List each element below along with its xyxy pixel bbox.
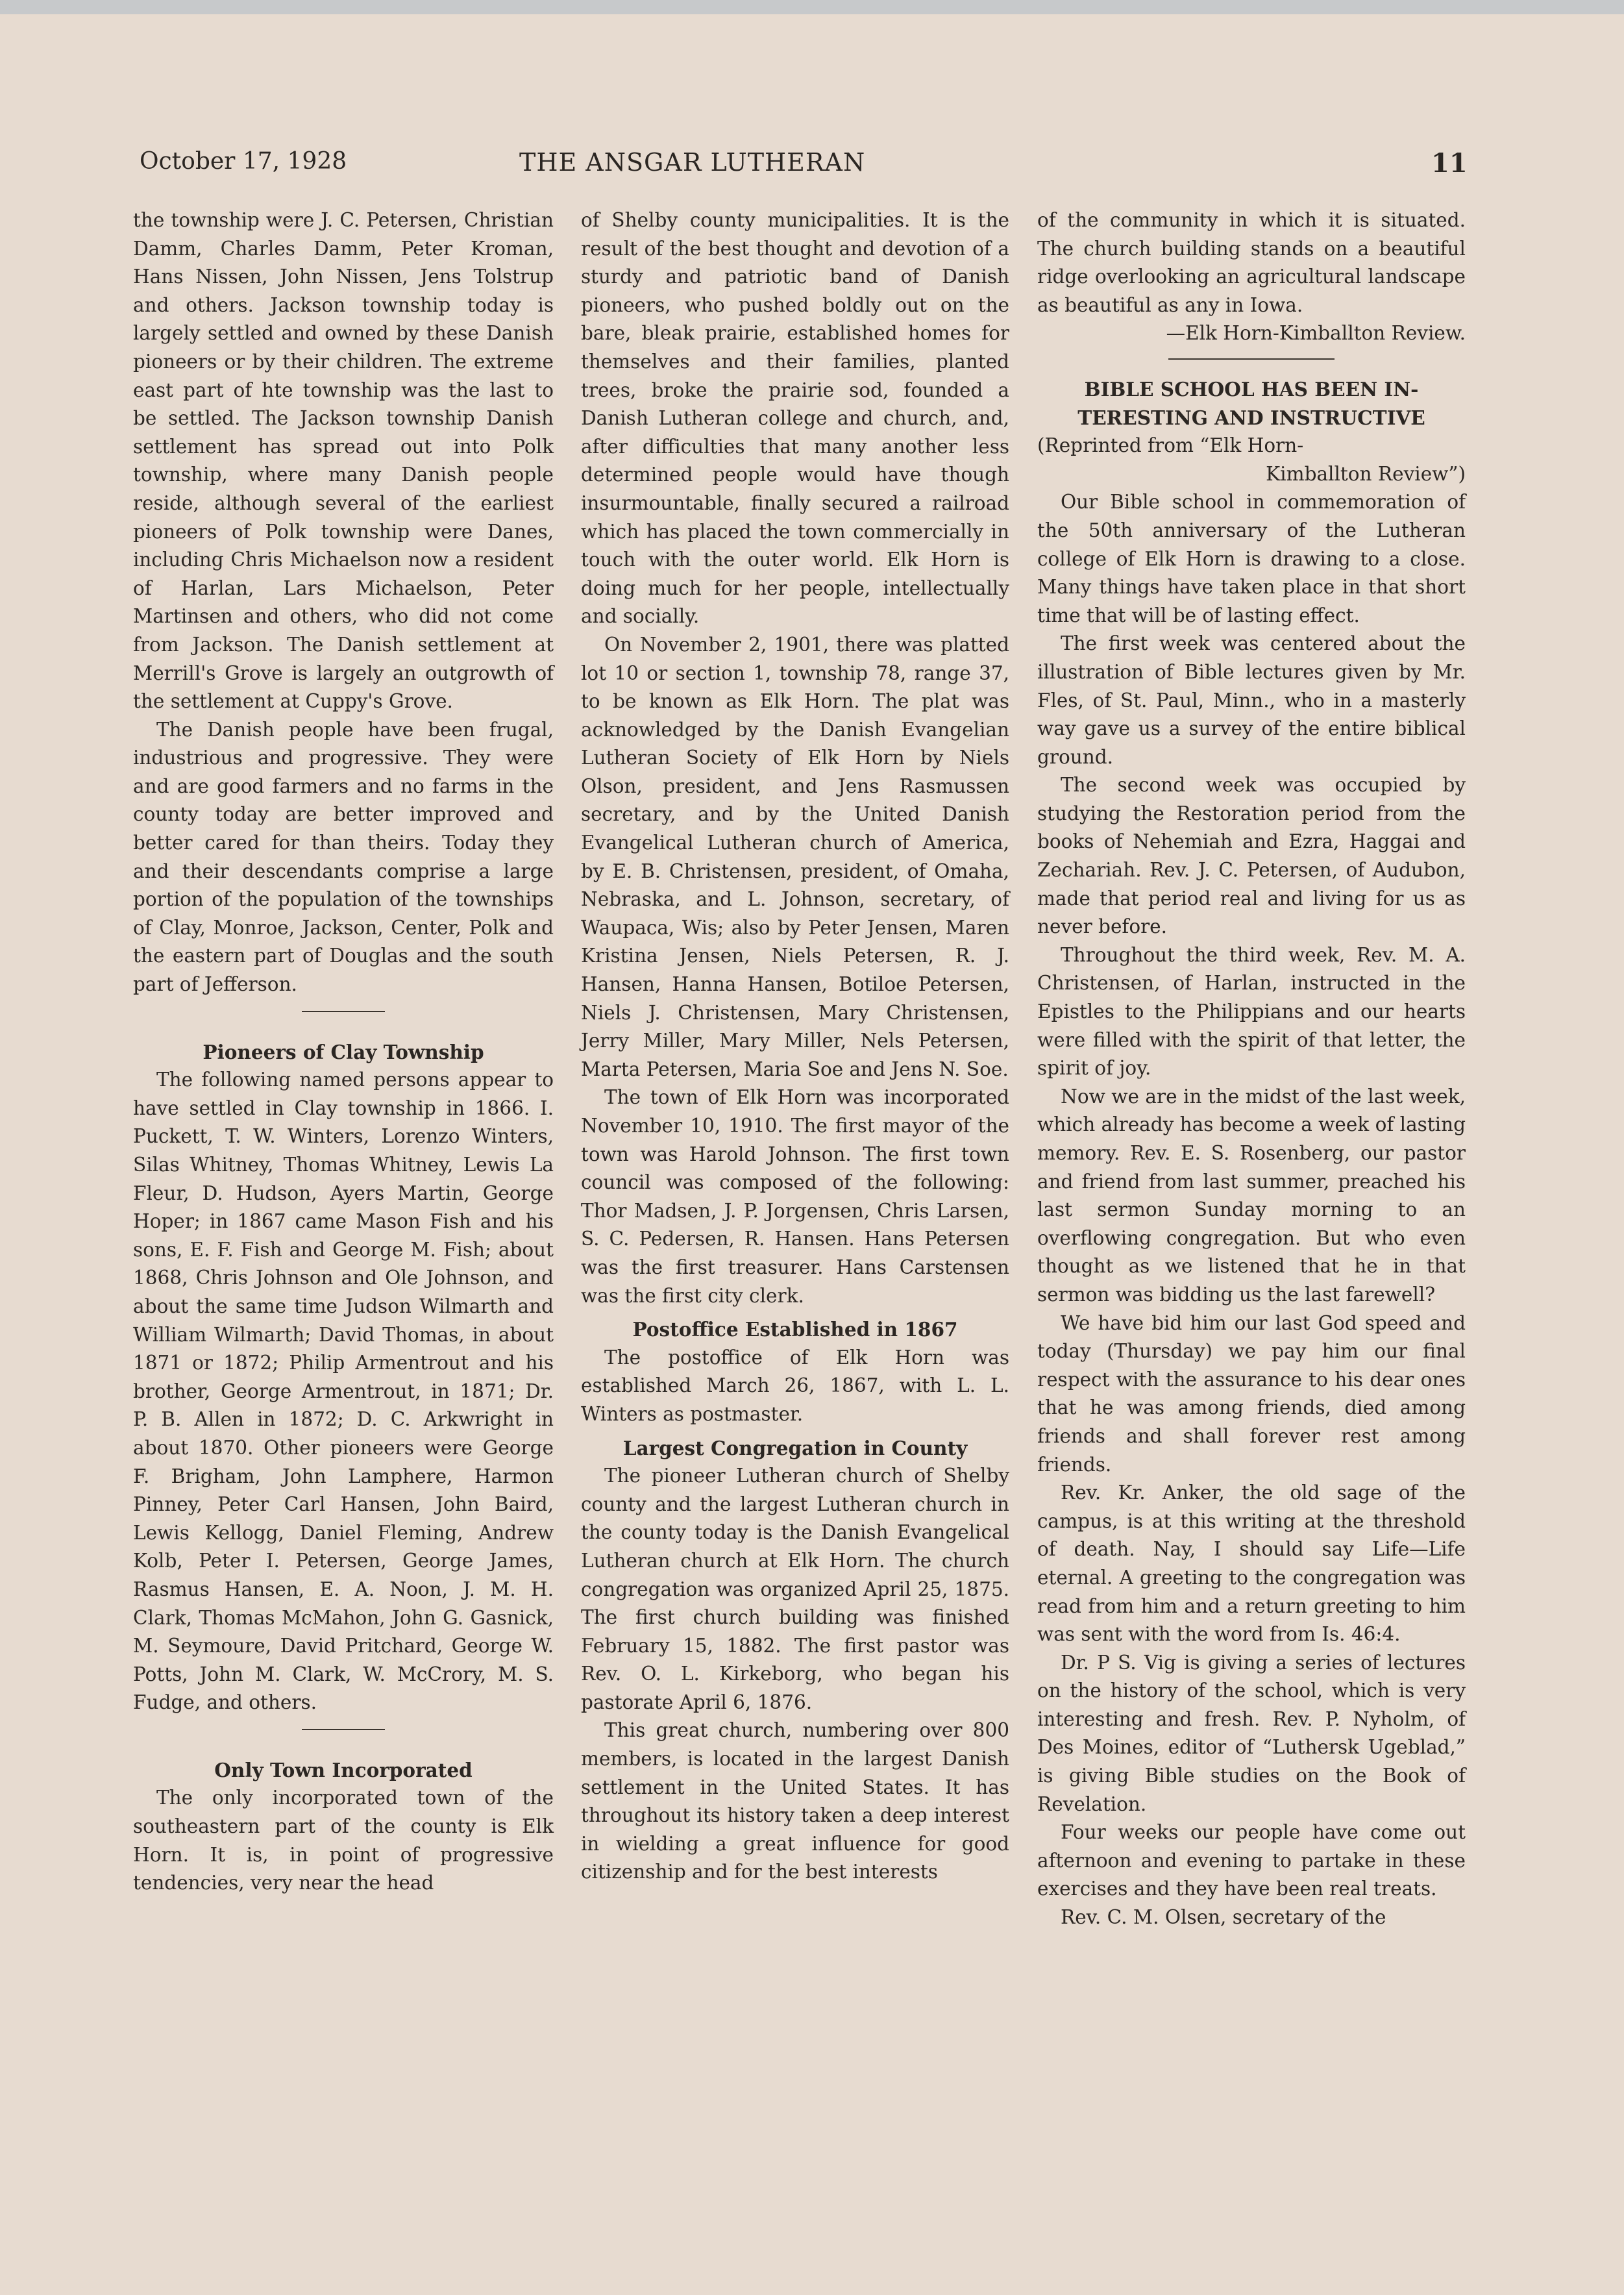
column-1	[133, 206, 554, 1898]
paragraph: We have bid him our last God speed and today (Thursday) we pay him our final respect with the assurance to his dear ones that he was among friends, died among friends and shall forever rest among friends.	[1037, 1311, 1466, 1476]
paragraph: On November 2, 1901, there was platted lot 10 or section 1, township 78, range 37, to be known as Elk Horn. The plat was acknowledged by the Danish Evangelian Lutheran Society of Elk Horn by Niels Olson, president, and Jens Rasmussen secretary, and by the United Danish Evangelical Lutheran church of America, by E. B. Christensen, president, of Omaha, Nebraska, and L. Johnson, secretary, of Waupaca, Wis; also by Peter Jensen, Maren Kristina Jensen, Niels Petersen, R. J. Hansen, Hanna Hansen, Botiloe Petersen, Niels J. Christensen, Mary Christensen, Jerry Miller, Mary Miller, Nels Petersen, Marta Petersen, Maria Soe and Jens N. Soe.	[581, 633, 1009, 1080]
page-number: 11	[1431, 148, 1468, 179]
paragraph: Rev. Kr. Anker, the old sage of the campus, is at this writing at the threshold of death. Nay, I should say Life—Life eternal. A greeting to the congregation was read from him and a return greeting to him was sent with the word from Is. 46:4.	[1037, 1482, 1466, 1646]
paragraph: The pioneer Lutheran church of Shelby county and the largest Lutheran church in the county today is the Danish Evangelical Lutheran church at Elk Horn. The church congregation was organized April 25, 1875. The first church building was finished February 15, 1882. The first pastor was Rev. O. L. Kirkeborg, who began his pastorate April 6, 1876.	[581, 1465, 1009, 1713]
paragraph: The following named persons appear to have settled in Clay township in 1866. I. Puckett, T. W. Winters, Lorenzo Winters, Silas Whitney, Thomas Whitney, Lewis La Fleur, D. Hudson, Ayers Martin, George Hoper; in 1867 came Mason Fish and his sons, E. F. Fish and George M. Fish; about 1868, Chris Johnson and Ole Johnson, and about the same time Judson Wilmarth and William Wilmarth; David Thomas, in about 1871 or 1872; Philip Armentrout and his brother, George Armentrout, in 1871; Dr. P. B. Allen in 1872; D. C. Arkwright in about 1870. Other pioneers were George F. Brigham, John Lamphere, Harmon Pinney, Peter Carl Hansen, John Baird, Lewis Kellogg, Daniel Fleming, Andrew Kolb, Peter I. Petersen, George James, Rasmus Hansen, E. A. Noon, J. M. H. Clark, Thomas McMahon, John G. Gasnick, M. Seymoure, David Pritchard, George W. Potts, John M. Clark, W. McCrory, M. S. Fudge, and others.	[133, 1069, 554, 1714]
section-heading: Pioneers of Clay Township	[203, 1040, 484, 1063]
issue-date: October 17, 1928	[140, 148, 347, 175]
paragraph: The second week was occupied by studying the Restoration period from the books of Nehemiah and Ezra, Haggai and Zechariah. Rev. J. C. Petersen, of Audubon, made that period real and living for us as never before.	[1037, 774, 1466, 938]
section-heading: Postoffice Established in 1867	[632, 1318, 958, 1341]
paragraph: The Danish people have been frugal, industrious and progressive. They were and are good farmers and no farms in the county today are better improved and better cared for than theirs. Today they and their descendants comprise a large portion of the population of the townships of Clay, Monroe, Jackson, Center, Polk and the eastern part of Douglas and the south part of Jefferson.	[133, 718, 554, 996]
section-heading: Largest Congregation in County	[622, 1436, 968, 1459]
paragraph: The first week was centered about the illustration of Bible lectures given by Mr. Fles, of St. Paul, Minn., who in a masterly way gave us a survey of the entire biblical ground.	[1037, 632, 1466, 768]
spacer	[581, 1310, 1009, 1315]
paragraph: The postoffice of Elk Horn was established March 26, 1867, with L. L. Winters as postmaster.	[581, 1346, 1009, 1425]
source-credit: —Elk Horn-Kimballton Review.	[1166, 322, 1466, 345]
paragraph: The town of Elk Horn was incorporated November 10, 1910. The first mayor of the town was Harold Johnson. The first town council was composed of the following: Thor Madsen, J. P. Jorgensen, Chris Larsen, S. C. Pedersen, R. Hansen. Hans Petersen was the first treasurer. Hans Carstensen was the first city clerk.	[581, 1086, 1009, 1307]
paragraph: Dr. P S. Vig is giving a series of lectures on the history of the school, which is very interesting and fresh. Rev. P. Nyholm, of Des Moines, editor of “Luthersk Ugeblad,” is giving Bible studies on the Book of Revelation.	[1037, 1651, 1466, 1815]
paragraph: the township were J. C. Petersen, Christian Damm, Charles Damm, Peter Kroman, Hans Nissen, John Nissen, Jens Tolstrup and others. Jackson township today is largely settled and owned by these Danish pioneers or by their children. The extreme east part of hte township was the last to be settled. The Jackson township Danish settlement has spread out into Polk township, where many Danish people reside, although several of the earliest pioneers of Polk township were Danes, including Chris Michaelson now a resident of Harlan, Lars Michaelson, Peter Martinsen and others, who did not come from Jackson. The Danish settlement at Merrill's Grove is largely an outgrowth of the settlement at Cuppy's Grove.	[133, 209, 554, 713]
publication-title: THE ANSGAR LUTHERAN	[519, 148, 866, 177]
paragraph: Rev. C. M. Olsen, secretary of the	[1061, 1906, 1386, 1929]
paragraph: of Shelby county municipalities. It is the result of the best thought and devotion of a sturdy and patriotic band of Danish pioneers, who pushed boldly out on the bare, bleak prairie, established homes for themselves and their families, planted trees, broke the prairie sod, founded a Danish Lutheran college and church, and, after difficulties that many another less determined people would have though insurmountable, finally secured a railroad which has placed the town commercially in touch with the outer world. Elk Horn is doing much for her people, intellectually and socially.	[581, 209, 1009, 628]
section-divider	[1168, 358, 1335, 360]
paragraph: Now we are in the midst of the last week, which already has become a week of lasting memory. Rev. E. S. Rosenberg, our pastor and friend from last summer, preached his last sermon Sunday morning to an overflowing congregation. But who even thought as we listened that he in that sermon was bidding us the last farewell?	[1037, 1085, 1466, 1306]
column-3	[1037, 206, 1466, 1932]
reprint-note: (Reprinted from “Elk Horn-	[1037, 434, 1304, 457]
page-header	[0, 148, 1624, 187]
scanner-edge	[0, 0, 1624, 14]
section-divider	[302, 1011, 385, 1012]
paragraph: Four weeks our people have come out afternoon and evening to partake in these exercises and they have been real treats.	[1037, 1821, 1466, 1900]
paragraph: Throughout the third week, Rev. M. A. Christensen, of Harlan, instructed in the Epistles to the Philippians and our hearts were filled with the spirit of that letter, the spirit of joy.	[1037, 943, 1466, 1080]
reprint-note: Kimballton Review”)	[1266, 462, 1466, 485]
paragraph: This great church, numbering over 800 members, is located in the largest Danish settlement in the United States. It has throughout its history taken a deep interest in wielding a great influence for good citizenship and for the best interests	[581, 1719, 1009, 1883]
section-heading: Only Town Incorporated	[214, 1758, 473, 1781]
column-2	[581, 206, 1009, 1887]
article-heading: BIBLE SCHOOL HAS BEEN IN-	[1084, 377, 1419, 401]
section-divider	[302, 1729, 385, 1730]
paragraph: The only incorporated town of the southeastern part of the county is Elk Horn. It is, in point of progressive tendencies, very near the head	[133, 1787, 554, 1894]
paragraph: of the community in which it is situated. The church building stands on a beautiful ridge overlooking an agricultural landscape as beautiful as any in Iowa.	[1037, 209, 1466, 316]
article-heading: TERESTING AND INSTRUCTIVE	[1077, 406, 1425, 429]
paragraph: Our Bible school in commemoration of the 50th anniversary of the Lutheran college of Elk Horn is drawing to a close. Many things have taken place in that short time that will be of lasting effect.	[1037, 491, 1466, 626]
spacer	[581, 1429, 1009, 1434]
